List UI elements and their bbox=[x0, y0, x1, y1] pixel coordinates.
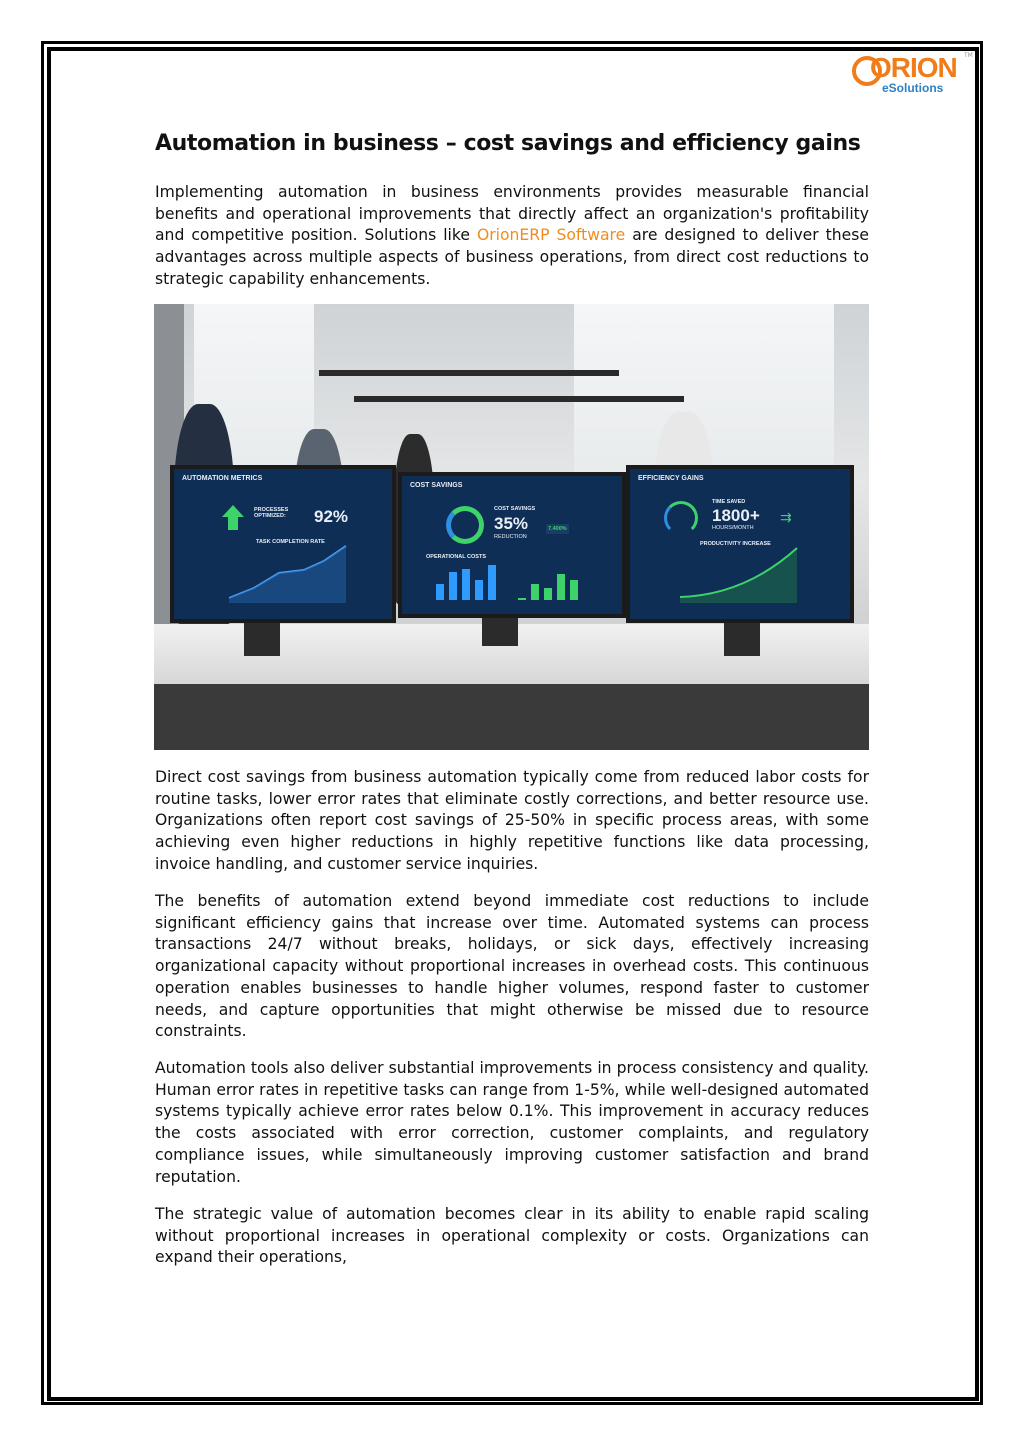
intro-text: Implementing automation in business environments provides measurable financial benefits and operational improvements that directly affect an organization's profitability and competitive position. Solutions like bbox=[155, 183, 869, 245]
intro-text-end: are designed to deliver these advantages across multiple aspects of business operations, from direct cost reductions to strategic capability enhancements. bbox=[155, 226, 869, 288]
gauge-icon bbox=[664, 501, 698, 535]
donut-chart-icon bbox=[446, 506, 484, 544]
arrows-icon: ⇉ bbox=[780, 509, 792, 525]
metric-chip: 7.400% bbox=[548, 526, 567, 532]
paragraph-cost-savings: Direct cost savings from business automation typically come from reduced labor costs for routine tasks, lower error rates that eliminate costly corrections, and better resource use. Organizations often report cost savings of 25-50% in specific process areas, with some achieving even higher reductions in highly repetitive functions like data processing, invoice handling, and customer service inquiries. bbox=[155, 768, 869, 873]
metric-label: COST SAVINGS bbox=[494, 506, 536, 512]
intro-paragraph bbox=[155, 182, 869, 291]
orionerp-link[interactable]: OrionERP Software bbox=[476, 226, 626, 245]
logo-word: ORION bbox=[870, 52, 957, 83]
paragraph-strategic: The strategic value of automation becomes clear in its ability to enable rapid scaling without proportional increases in operational complexity or costs. Organizations can expand their operations, bbox=[155, 1205, 869, 1267]
orion-logo bbox=[848, 52, 973, 96]
monitor-title: COST SAVINGS bbox=[410, 482, 463, 489]
monitor-efficiency-gains bbox=[626, 465, 854, 623]
metric-label: TIME SAVED bbox=[712, 499, 746, 505]
metric-label: PROCESSES OPTIMIZED: bbox=[254, 507, 289, 519]
paragraph-quality: Automation tools also deliver substantial improvements in process consistency and quality. Human error rates in repetitive tasks can range from 1-5%, while well-designed automated systems typically achieve error rates below 0.1%. This improvement in accuracy reduces the costs associated with error correction, customer complaints, and regulatory compliance issues, while simultaneously improving customer satisfaction and brand reputation. bbox=[155, 1059, 869, 1186]
monitor-cost-savings bbox=[398, 472, 626, 618]
metric-value: 1800+ bbox=[712, 506, 760, 525]
chart-title: PRODUCTIVITY INCREASE bbox=[700, 541, 771, 547]
metric-sub: REDUCTION bbox=[494, 534, 527, 540]
monitor-title: AUTOMATION METRICS bbox=[182, 475, 263, 482]
metric-value: 92% bbox=[314, 507, 349, 526]
metric-value: 35% bbox=[494, 514, 529, 533]
metric-sub: HOURS/MONTH bbox=[712, 525, 754, 531]
monitor-title: EFFICIENCY GAINS bbox=[638, 475, 704, 482]
logo-sub: eSolutions bbox=[882, 81, 944, 95]
logo-tm: TM bbox=[964, 52, 973, 59]
chart-title: TASK COMPLETION RATE bbox=[256, 539, 325, 545]
office-dashboard-photo bbox=[154, 304, 869, 750]
monitor-automation-metrics bbox=[170, 465, 396, 623]
chart-title: OPERATIONAL COSTS bbox=[426, 554, 486, 560]
paragraph-efficiency: The benefits of automation extend beyond immediate cost reductions to include significant efficiency gains that increase over time. Automated systems can process transactions 24/7 without breaks, holidays, or sick days, effectively increasing organizational capacity without proportional increases in overhead costs. This continuous operation enables businesses to handle higher volumes, respond faster to customer needs, and capture opportunities that might otherwise be missed due to resource constraints. bbox=[155, 892, 869, 1041]
growth-chart bbox=[675, 545, 805, 605]
page-title: Automation in business – cost savings and efficiency gains bbox=[155, 131, 861, 156]
line-chart bbox=[224, 543, 354, 603]
